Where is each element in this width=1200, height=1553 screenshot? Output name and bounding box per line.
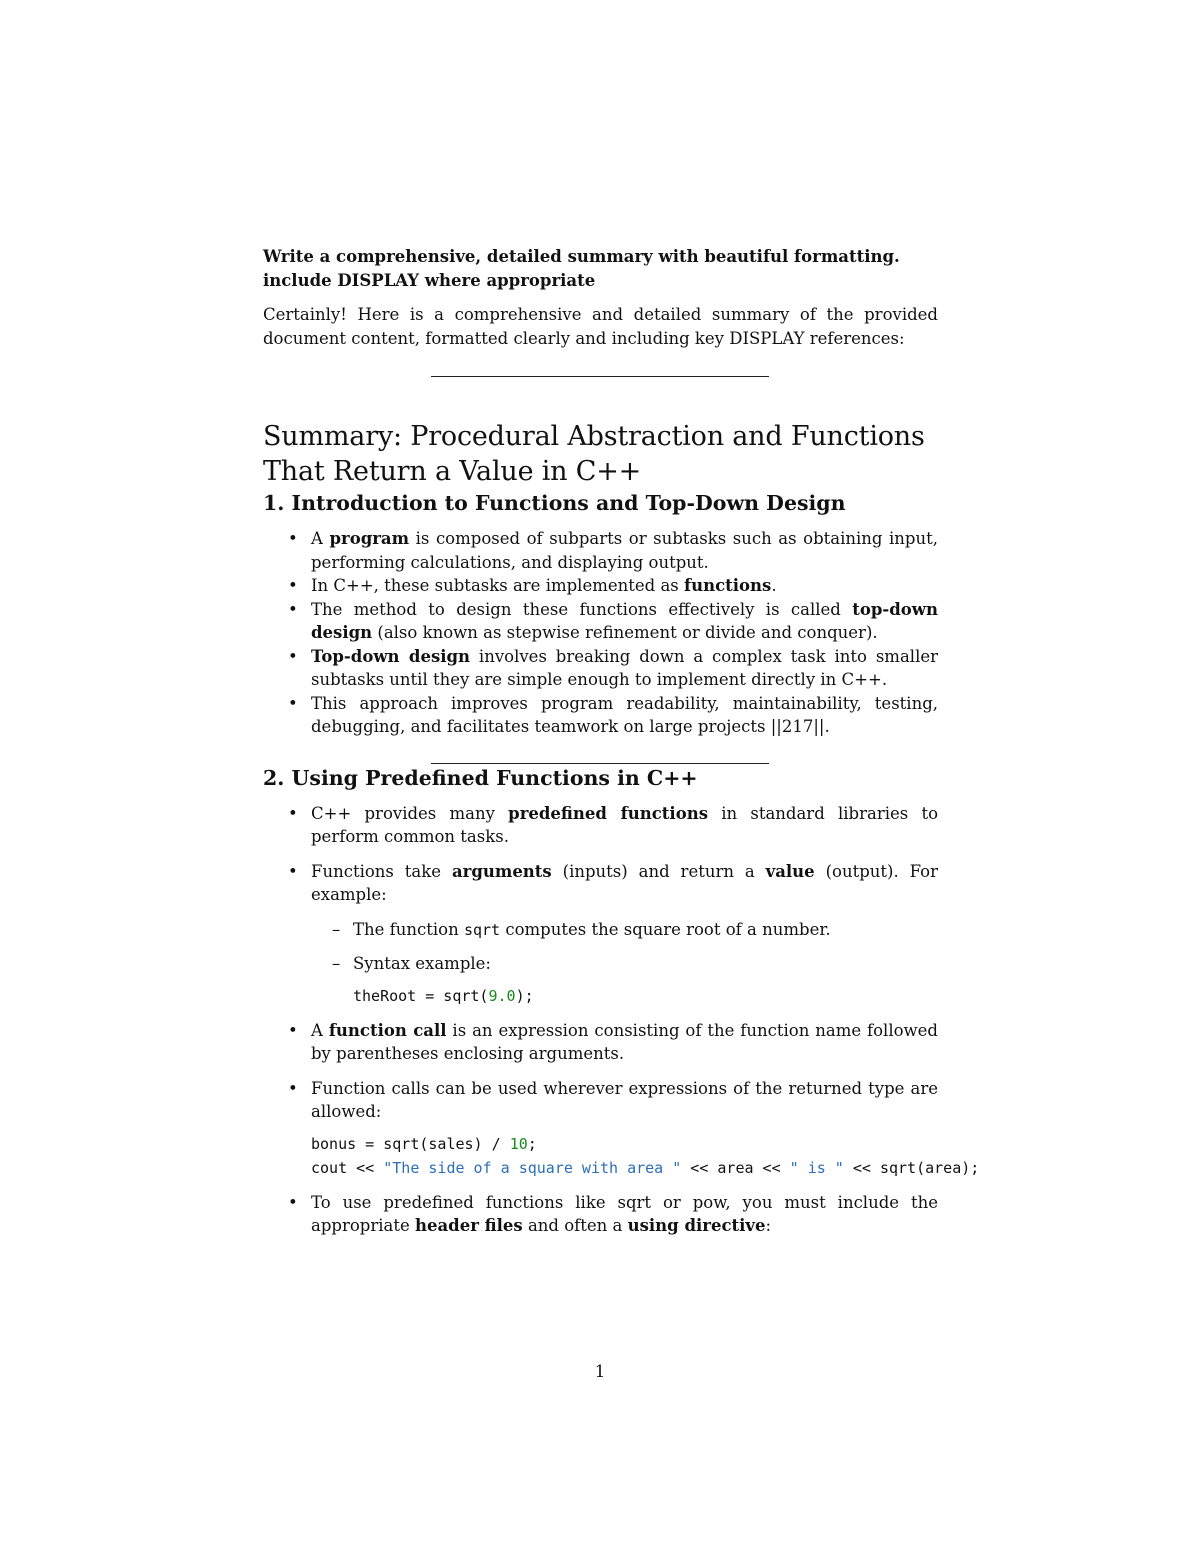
code-block [311,1132,980,1180]
list-item [263,860,938,1008]
text: A [311,529,330,548]
prompt-line-2: include DISPLAY where appropriate [263,271,596,290]
code-string: "The side of a square with area " [383,1158,682,1177]
text: (output). For example: [311,861,939,904]
section-1-list [263,527,938,739]
code-text: bonus = sqrt(sales) / [311,1134,510,1153]
list-item: • This approach improves program readability, maintainability, testing, debugging, and facilitates teamwork on large projects ||217||. [263,692,938,739]
section-1-heading: 1. Introduction to Functions and Top-Down Design [263,491,846,515]
code-text: << area << [681,1158,790,1177]
text: (inputs) and return a [551,861,766,881]
sub-list [311,918,938,1008]
inline-code: sqrt [463,920,501,939]
bold-term: top-down design [311,599,938,642]
bold-term: functions [684,576,772,595]
bold-term: arguments [451,861,552,881]
text: Syntax example: [353,954,491,973]
section-2-list [263,802,980,1238]
text: A [311,1020,329,1040]
list-item [263,598,938,645]
bold-term: function call [328,1020,447,1040]
code-text: cout << [311,1158,384,1177]
page-number: 1 [594,1362,606,1381]
text: involves breaking down a complex task into smaller subtasks until they are simple enough to implement directly in C++. [311,646,938,689]
bold-term: Top-down design [311,646,471,666]
text: computes the square root of a number. [500,919,831,939]
list-item [263,527,938,574]
bold-term: using directive [627,1216,766,1235]
list-item [263,802,938,849]
code-text: << sqrt(area); [843,1158,980,1177]
prompt-text [263,245,938,293]
prompt-line-1: Write a comprehensive, detailed summary with beautiful formatting. [263,247,900,266]
code-number: 10 [509,1134,528,1153]
text: . [771,576,777,595]
document-title: Summary: Procedural Abstraction and Functions That Return a Value in C++ [263,421,925,487]
code-block [353,984,938,1008]
code-text: theRoot = sqrt( [353,986,489,1005]
list-item [263,1077,980,1180]
list-item [263,1191,938,1238]
text: is an expression consisting of the function name followed by parentheses enclosing arguments. [311,1020,938,1063]
bold-term: predefined functions [508,803,708,823]
list-item [263,574,938,598]
sub-list-item [311,918,938,943]
bold-term: header files [415,1216,523,1235]
text: is composed of subparts or subtasks such as obtaining input, performing calculations, and displaying output. [311,529,938,572]
text: (also known as stepwise refinement or divide and conquer). [372,623,878,642]
text: in standard libraries to perform common tasks. [311,803,939,846]
code-text: ); [515,986,534,1005]
bold-term: value [765,861,815,881]
bold-term: program [329,529,410,548]
text: In C++, these subtasks are implemented as [311,576,685,595]
text: : [765,1216,772,1235]
sub-list-item [311,952,938,1008]
text: The method to design these functions effectively is called [311,599,853,619]
list-item [263,1019,938,1066]
section-2-heading: 2. Using Predefined Functions in C++ [263,765,698,790]
document-page [263,245,980,1249]
text: The function [353,919,464,939]
code-string: " is " [789,1158,844,1177]
intro-paragraph: Certainly! Here is a comprehensive and detailed summary of the provided document content, formatted clearly and including key DISPLAY references: [263,305,938,348]
code-number: 9.0 [488,986,516,1005]
code-text: ; [527,1134,537,1153]
text: and often a [522,1216,628,1235]
text: Functions take [311,861,452,881]
text: Function calls can be used wherever expressions of the returned type are allowed: [311,1078,938,1121]
text: To use predefined functions like sqrt or pow, you must include the appropriate [311,1192,938,1235]
text: C++ provides many [311,803,509,823]
list-item [263,645,938,692]
horizontal-rule [431,376,769,377]
